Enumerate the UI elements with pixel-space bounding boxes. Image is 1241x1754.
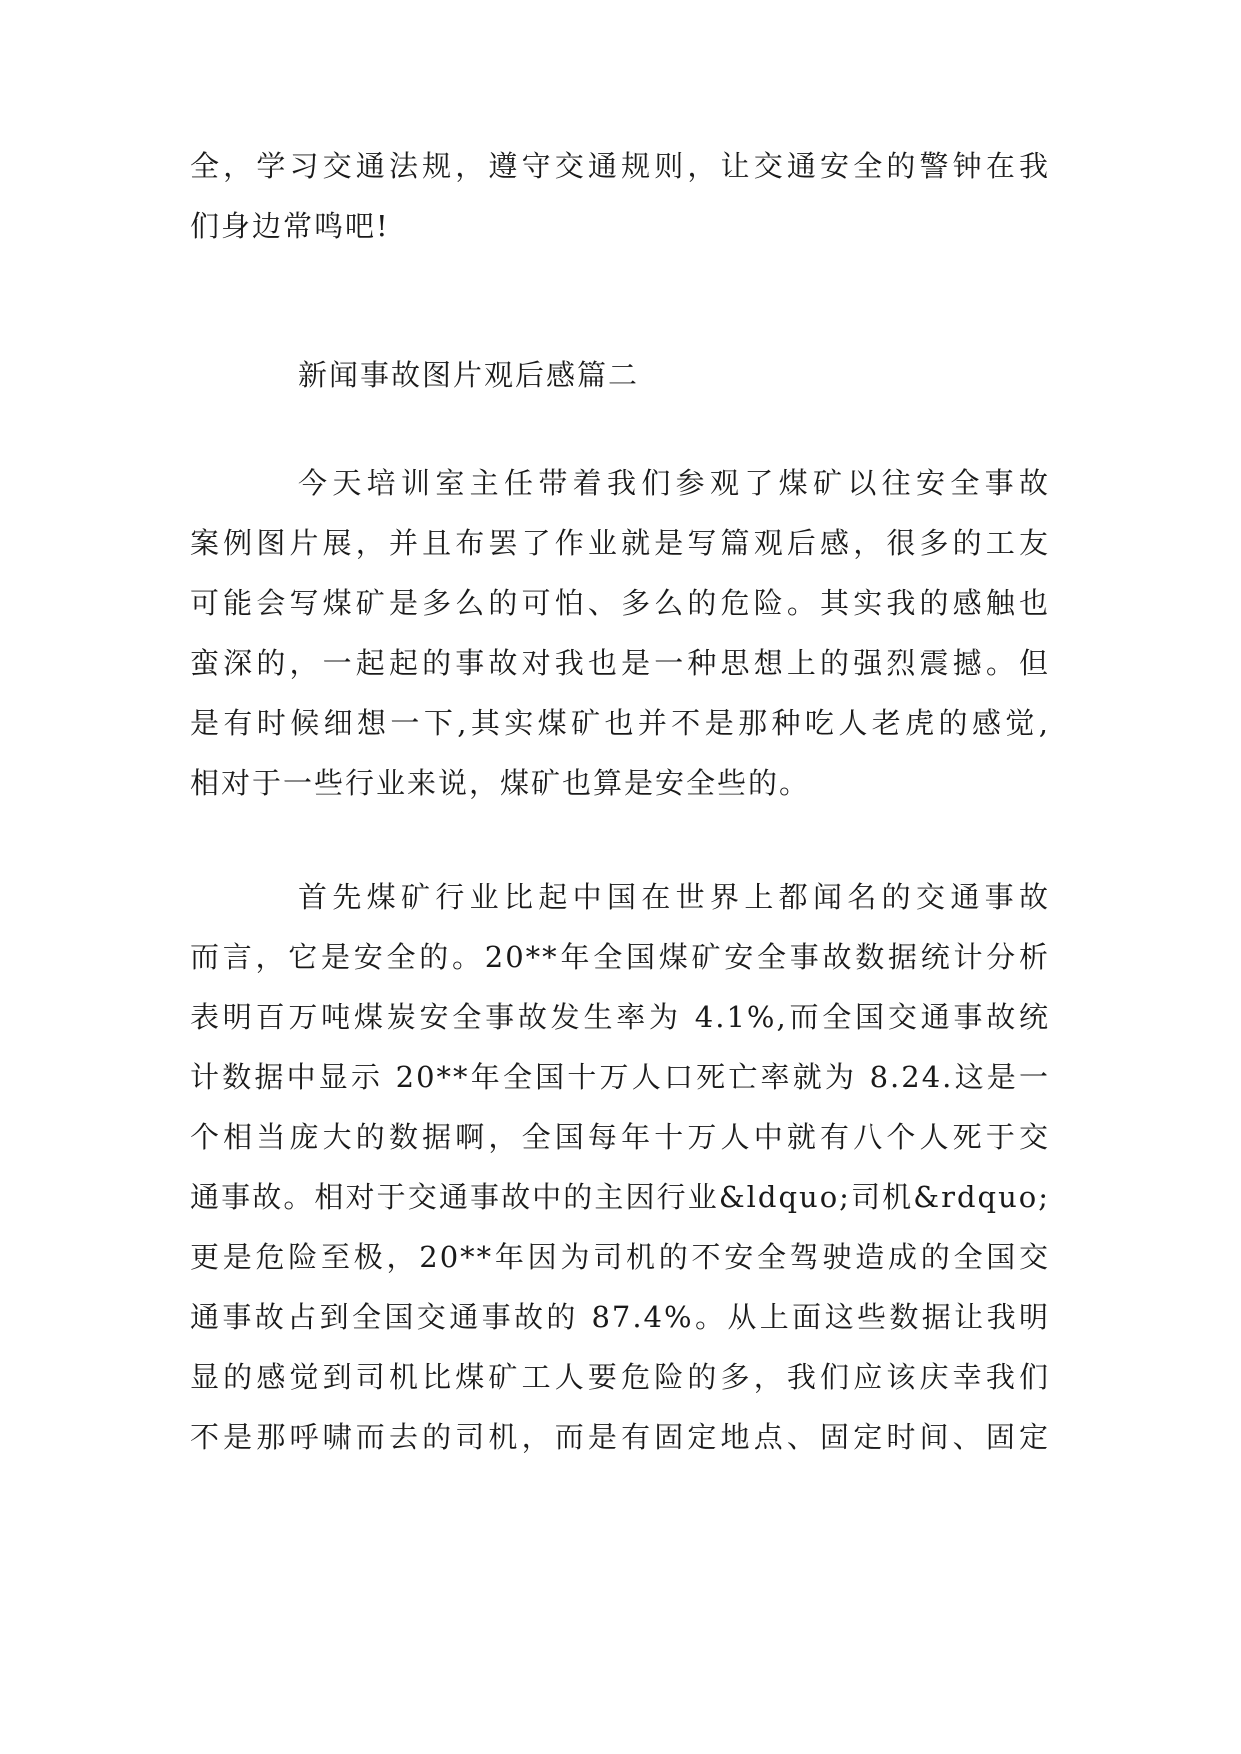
text-line: 个相当庞大的数据啊，全国每年十万人中就有八个人死于交 — [190, 1120, 1050, 1154]
text-line: 案例图片展，并且布罢了作业就是写篇观后感，很多的工友 — [190, 526, 1050, 560]
text-line: 可能会写煤矿是多么的可怕、多么的危险。其实我的感触也 — [190, 586, 1050, 620]
text-line: 是有时候细想一下,其实煤矿也并不是那种吃人老虎的感觉, — [190, 706, 1050, 740]
text-line: 而言，它是安全的。20**年全国煤矿安全事故数据统计分析 — [190, 940, 1050, 974]
text-line: 计数据中显示 20**年全国十万人口死亡率就为 8.24.这是一 — [190, 1060, 1050, 1094]
text-line: 全，学习交通法规，遵守交通规则，让交通安全的警钟在我 — [190, 149, 1050, 183]
paragraph-1 — [190, 453, 1050, 813]
text-line: 显的感觉到司机比煤矿工人要危险的多，我们应该庆幸我们 — [190, 1360, 1050, 1394]
text-line: 表明百万吨煤炭安全事故发生率为 4.1%,而全国交通事故统 — [190, 1000, 1050, 1034]
text-line: 首先煤矿行业比起中国在世界上都闻名的交通事故 — [298, 880, 1050, 914]
text-line: 今天培训室主任带着我们参观了煤矿以往安全事故 — [298, 466, 1050, 500]
paragraph-2 — [190, 867, 1050, 1467]
text-line: 们身边常鸣吧! — [190, 209, 390, 243]
paragraph-intro — [190, 136, 1050, 256]
text-line: 蛮深的，一起起的事故对我也是一种思想上的强烈震撼。但 — [190, 646, 1050, 680]
text-line: 更是危险至极，20**年因为司机的不安全驾驶造成的全国交 — [190, 1240, 1050, 1274]
text-line: 通事故占到全国交通事故的 87.4%。从上面这些数据让我明 — [190, 1300, 1050, 1334]
text-line: 不是那呼啸而去的司机，而是有固定地点、固定时间、固定 — [190, 1420, 1050, 1454]
text-line: 通事故。相对于交通事故中的主因行业&ldquo;司机&rdquo; — [190, 1180, 1050, 1214]
text-line: 相对于一些行业来说，煤矿也算是安全些的。 — [190, 766, 811, 800]
section-title: 新闻事故图片观后感篇二 — [298, 358, 640, 392]
